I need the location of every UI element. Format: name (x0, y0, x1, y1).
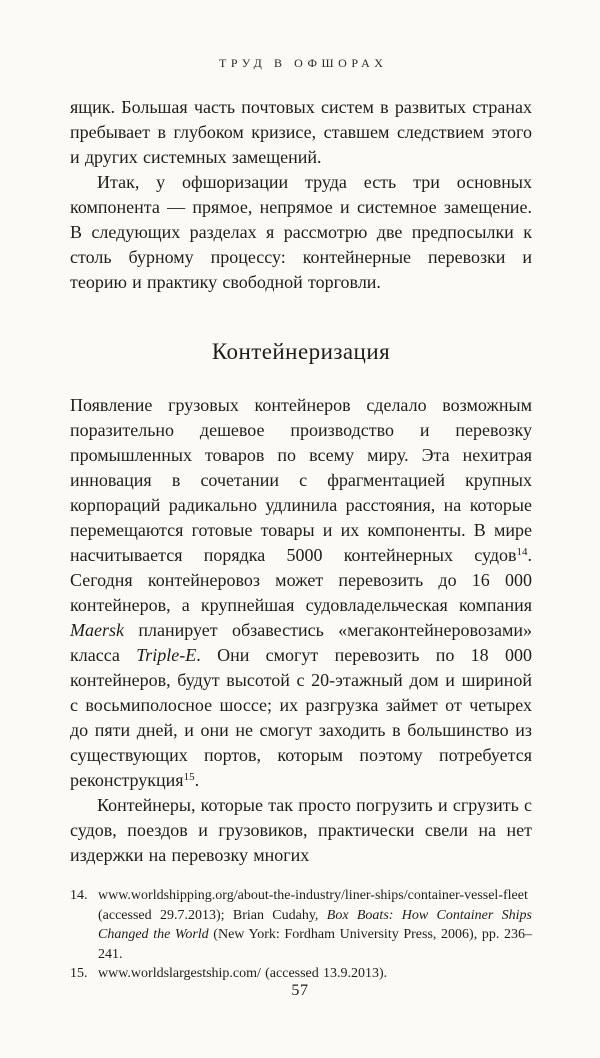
footnote-ref-14: 14 (516, 546, 528, 558)
text-block (70, 95, 532, 984)
footnote-text (98, 886, 532, 964)
footnote-number: 14. (70, 888, 88, 903)
paragraph-three-components: Итак, у офшоризации труда есть три основных компонента — прямое, непрямое и системное замещение. В следующих разделах я рассмотрю две предпосылки к столь бурному процессу: контейнерные перевозки и теорию и практику свободной торговли. (70, 172, 532, 292)
footnotes-block (70, 886, 532, 984)
section-heading-containerization: Контейнеризация (211, 339, 391, 364)
ship-class-triple-e: Triple-E (136, 645, 197, 665)
paragraph-text: . (194, 770, 200, 790)
running-head: ТРУД В ОФШОРАХ (218, 56, 388, 70)
book-title-box-boats: Box Boats: How Container Ships Changed the World (98, 907, 533, 942)
paragraph-containers-costs: Контейнеры, которые так просто погрузить и сгрузить с судов, поездов и грузовиков, практически свели на нет издержки на перевозку многих (70, 795, 532, 865)
footnote-number: 15. (70, 966, 88, 981)
page-number: 57 (291, 982, 309, 999)
paragraph-text: . Сегодня контейнеровоз может перевозить до 16 000 контейнеров, а крупнейшая судовладельческая компания (70, 545, 532, 615)
footnote-ref-15: 15 (183, 771, 195, 783)
paragraph-text: планирует обзавестись «мегаконтейнеровозами» класса (70, 620, 532, 665)
footnote-text-segment: (New York: Fordham University Press, 2006), pp. 236–241. (98, 927, 532, 962)
footnote-14 (70, 886, 532, 964)
footnote-text: www.worldslargestship.com/ (accessed 13.9.2013). (98, 966, 388, 981)
paragraph-postal-systems: ящик. Большая часть почтовых систем в развитых странах пребывает в глубоком кризисе, ставшем следствием этого и других системных замещений. (70, 97, 532, 167)
paragraph-text: Появление грузовых контейнеров сделало возможным поразительно дешевое производство и перевозку промышленных товаров по всему миру. Эта нехитрая инновация в сочетании с фрагментацией крупных корпораций радикально удлинила расстояния, на которые перемещаются готовые товары и их компоненты. В мире насчитывается порядка 5000 контейнерных судов (70, 395, 532, 565)
paragraph-text: . Они смогут перевозить по 18 000 контейнеров, будут высотой с 20-этажный дом и шириной с восьмиполосное шоссе; их разгрузка займет от четырех до пяти дней, и они не смогут заходить в большинство из существующих портов, которым поэтому потребуется реконструкция (70, 645, 533, 790)
company-name-maersk: Maersk (70, 620, 124, 640)
paragraph-containerization-intro (70, 393, 532, 793)
footnote-text-segment: www.worldshipping.org/about-the-industry/liner-ships/container-vessel-fleet (accessed 29.7.2013); Brian Cudahy, (98, 888, 528, 923)
footnote-15 (70, 964, 532, 984)
